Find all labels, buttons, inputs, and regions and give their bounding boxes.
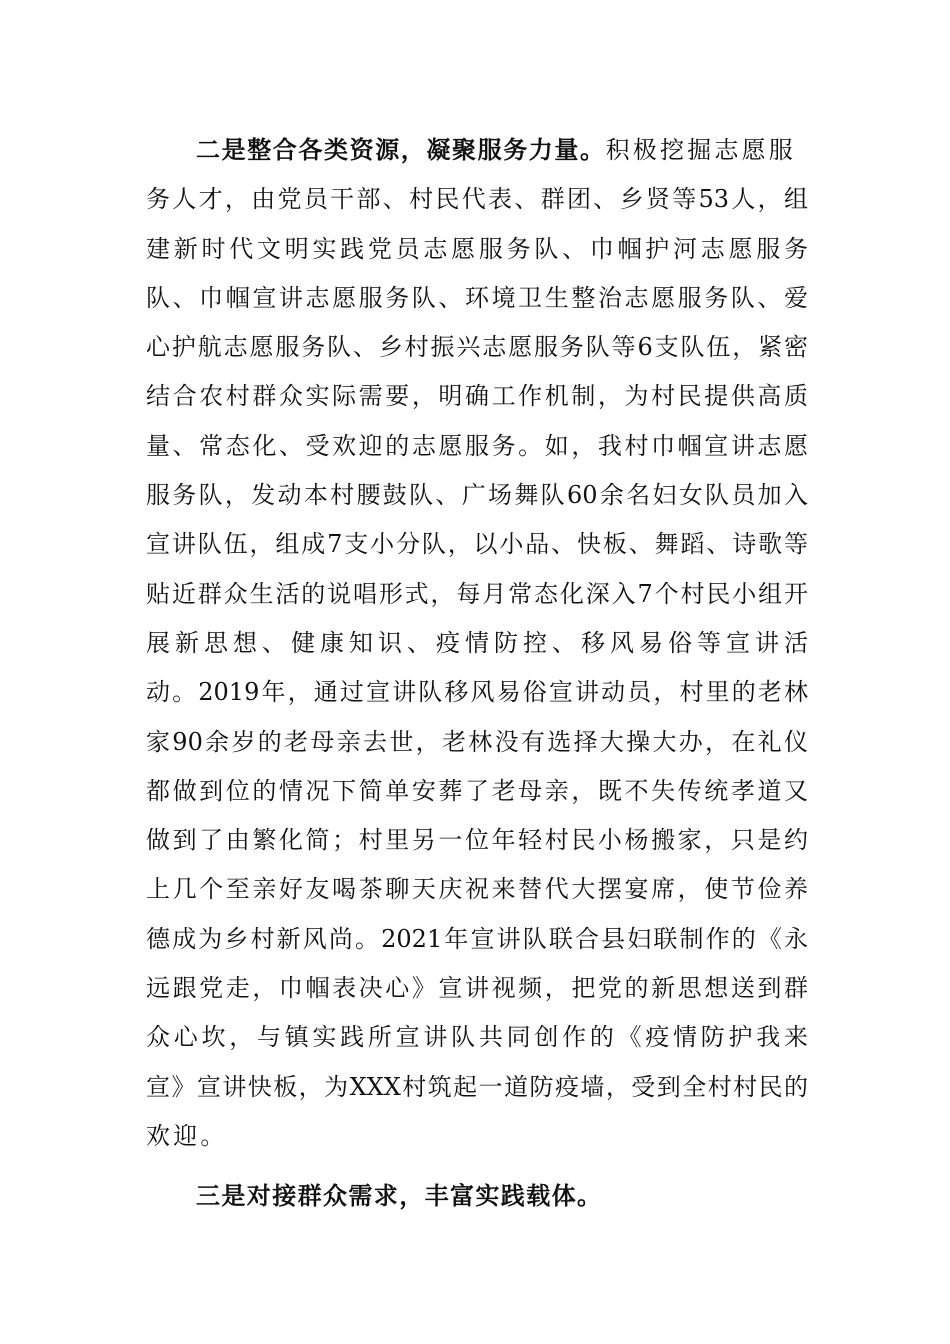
paragraph-first-line-rest: 积极挖掘志愿服: [605, 136, 797, 164]
paragraph-line: 展新思想、健康知识、疫情防控、移风易俗等宣讲活: [146, 628, 808, 657]
paragraph-line: 家90余岁的老母亲去世，老林没有选择大操大办，在礼仪: [146, 727, 808, 756]
paragraph-line: 动。2019年，通过宣讲队移风易俗宣讲动员，村里的老林: [146, 678, 808, 707]
paragraph-line: 都做到位的情况下简单安葬了老母亲，既不失传统孝道又: [146, 776, 808, 805]
paragraph-last-line: 欢迎。: [146, 1121, 228, 1150]
paragraph-lead-sentence: 二是整合各类资源，凝聚服务力量。: [196, 136, 606, 164]
paragraph-line: 上几个至亲好友喝茶聊天庆祝来替代大摆宴席，使节俭养: [146, 875, 808, 904]
paragraph-line: 结合农村群众实际需要，明确工作机制，为村民提供高质: [146, 382, 808, 411]
paragraph-line: 建新时代文明实践党员志愿服务队、巾帼护河志愿服务: [146, 234, 808, 263]
paragraph-line: 服务队，发动本村腰鼓队、广场舞队60余名妇女队员加入: [146, 481, 808, 510]
paragraph-line: 众心坎，与镇实践所宣讲队共同创作的《疫情防护我来: [146, 1023, 808, 1052]
paragraph-line: 远跟党走，巾帼表决心》宣讲视频，把党的新思想送到群: [146, 974, 808, 1003]
paragraph-line: 宣讲队伍，组成7支小分队，以小品、快板、舞蹈、诗歌等: [146, 530, 808, 559]
paragraph-line: 队、巾帼宣讲志愿服务队、环境卫生整治志愿服务队、爱: [146, 283, 808, 312]
paragraph-two: [146, 126, 808, 1161]
paragraph-line: 做到了由繁化简；村里另一位年轻村民小杨搬家，只是约: [146, 826, 808, 855]
paragraph-three-heading: 三是对接群众需求，丰富实践载体。: [196, 1182, 603, 1210]
paragraph-line: 德成为乡村新风尚。2021年宣讲队联合县妇联制作的《永: [146, 924, 808, 953]
paragraph-line: 心护航志愿服务队、乡村振兴志愿服务队等6支队伍，紧密: [146, 333, 808, 362]
paragraph-first-line: [146, 126, 808, 175]
paragraph-line: 宣》宣讲快板，为XXX村筑起一道防疫墙，受到全村村民的: [146, 1072, 808, 1101]
paragraph-line: 贴近群众生活的说唱形式，每月常态化深入7个村民小组开: [146, 579, 808, 608]
paragraph-line: 量、常态化、受欢迎的志愿服务。如，我村巾帼宣讲志愿: [146, 431, 808, 460]
paragraph-line: 务人才，由党员干部、村民代表、群团、乡贤等53人，组: [146, 185, 808, 214]
